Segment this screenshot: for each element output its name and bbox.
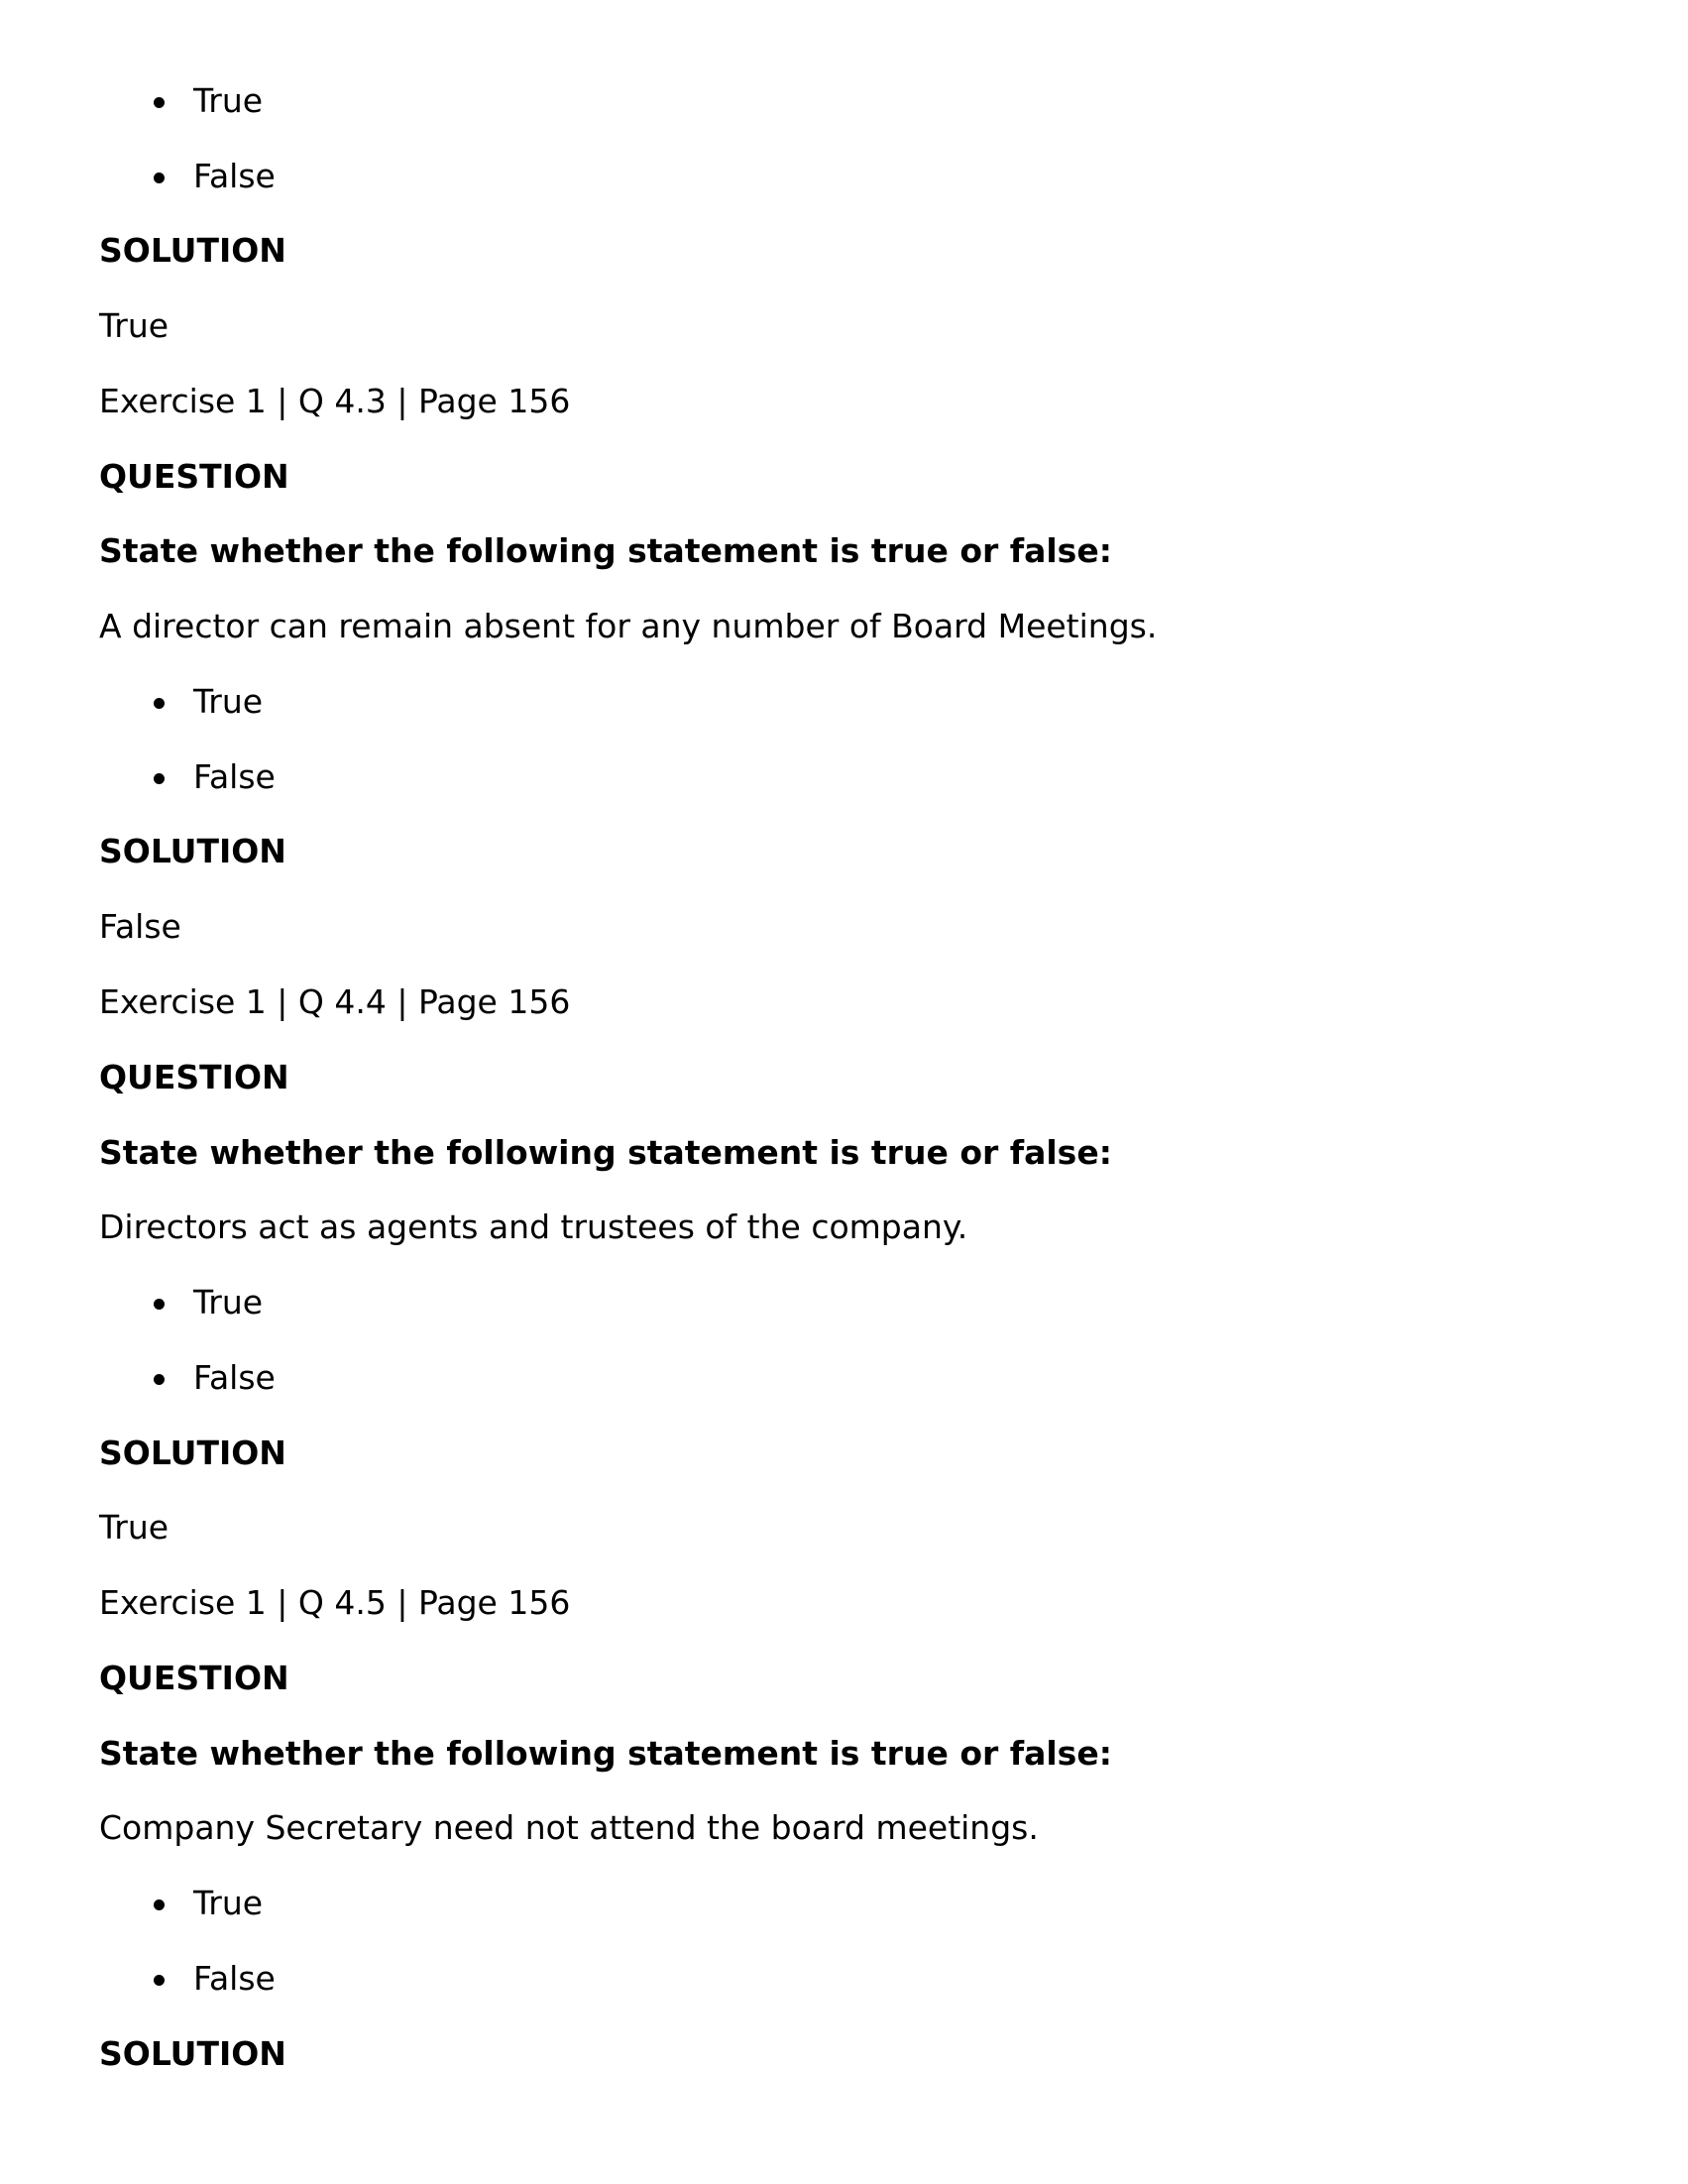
solution-heading: SOLUTION bbox=[99, 2034, 286, 2073]
bullet-icon bbox=[154, 773, 165, 784]
question-heading: QUESTION bbox=[99, 1058, 289, 1096]
question-instruction: State whether the following statement is true or false: bbox=[99, 1133, 1112, 1172]
option-text: True bbox=[193, 1884, 264, 1922]
question-statement: A director can remain absent for any number of Board Meetings. bbox=[99, 607, 1158, 645]
bullet-icon bbox=[154, 172, 165, 183]
bullet-icon bbox=[154, 97, 165, 108]
question-heading: QUESTION bbox=[99, 457, 289, 496]
exercise-reference: Exercise 1 | Q 4.3 | Page 156 bbox=[99, 382, 571, 420]
option-text: False bbox=[193, 1358, 276, 1397]
solution-heading: SOLUTION bbox=[99, 231, 286, 270]
solution-answer: False bbox=[99, 907, 181, 946]
question-instruction: State whether the following statement is true or false: bbox=[99, 531, 1112, 570]
question-statement: Directors act as agents and trustees of the company. bbox=[99, 1207, 968, 1246]
question-instruction: State whether the following statement is true or false: bbox=[99, 1734, 1112, 1773]
option-text: False bbox=[193, 1959, 276, 1998]
option-text: True bbox=[193, 81, 264, 120]
bullet-icon bbox=[154, 1975, 165, 1986]
solution-heading: SOLUTION bbox=[99, 832, 286, 870]
question-statement: Company Secretary need not attend the board meetings. bbox=[99, 1808, 1039, 1847]
bullet-icon bbox=[154, 1299, 165, 1310]
solution-answer: True bbox=[99, 1508, 169, 1547]
option-text: False bbox=[193, 757, 276, 796]
option-text: False bbox=[193, 157, 276, 195]
bullet-icon bbox=[154, 1374, 165, 1385]
option-text: True bbox=[193, 682, 264, 721]
exercise-reference: Exercise 1 | Q 4.4 | Page 156 bbox=[99, 982, 571, 1021]
bullet-icon bbox=[154, 698, 165, 709]
bullet-icon bbox=[154, 1899, 165, 1910]
option-text: True bbox=[193, 1283, 264, 1322]
solution-answer: True bbox=[99, 306, 169, 345]
question-heading: QUESTION bbox=[99, 1659, 289, 1697]
solution-heading: SOLUTION bbox=[99, 1434, 286, 1472]
exercise-reference: Exercise 1 | Q 4.5 | Page 156 bbox=[99, 1583, 571, 1622]
